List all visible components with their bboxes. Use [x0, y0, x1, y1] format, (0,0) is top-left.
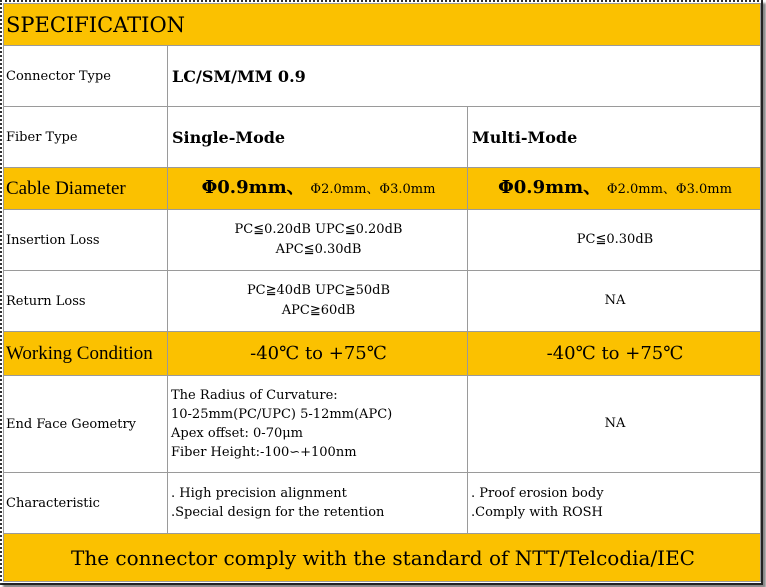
row-connector-type — [4, 46, 761, 107]
row-characteristic — [4, 473, 761, 534]
row-cable-diameter — [4, 168, 761, 210]
value-cable-diameter-single — [168, 168, 468, 210]
characteristic-line: . Proof erosion body — [471, 486, 604, 501]
value-return-loss-single — [168, 271, 468, 332]
label-working-condition: Working Condition — [4, 332, 168, 376]
value-end-face-geometry-single — [168, 376, 468, 473]
value-working-condition-single: -40℃ to +75℃ — [168, 332, 468, 376]
spec-title: SPECIFICATION — [4, 4, 761, 46]
value-cable-diameter-multi — [468, 168, 761, 210]
diameter-sub-single: Φ2.0mm、Φ3.0mm — [310, 181, 436, 197]
spec-header-row — [4, 4, 761, 46]
characteristic-line: .Special design for the retention — [171, 505, 385, 520]
row-return-loss — [4, 271, 761, 332]
value-insertion-loss-multi: PC≦0.30dB — [468, 210, 761, 271]
geometry-line: Apex offset: 0-70μm — [171, 426, 304, 441]
label-connector-type: Connector Type — [4, 46, 168, 107]
insertion-loss-line-1: PC≦0.20dB UPC≦0.20dB — [234, 222, 403, 237]
insertion-loss-line-2: APC≦0.30dB — [275, 242, 362, 257]
value-return-loss-multi: NA — [468, 271, 761, 332]
diameter-sub-multi: Φ2.0mm、Φ3.0mm — [606, 181, 732, 197]
diameter-main-single: Φ0.9mm、 — [201, 176, 305, 198]
footer-row — [4, 534, 761, 582]
value-characteristic-multi — [468, 473, 761, 534]
row-fiber-type — [4, 107, 761, 168]
value-single-mode: Single-Mode — [168, 107, 468, 168]
characteristic-line: . High precision alignment — [171, 486, 347, 501]
value-end-face-geometry-multi: NA — [468, 376, 761, 473]
label-return-loss: Return Loss — [4, 271, 168, 332]
specification-table — [3, 3, 761, 582]
value-multi-mode: Multi-Mode — [468, 107, 761, 168]
label-insertion-loss: Insertion Loss — [4, 210, 168, 271]
value-connector-type: LC/SM/MM 0.9 — [168, 46, 761, 107]
row-insertion-loss — [4, 210, 761, 271]
value-characteristic-single — [168, 473, 468, 534]
value-working-condition-multi: -40℃ to +75℃ — [468, 332, 761, 376]
label-fiber-type: Fiber Type — [4, 107, 168, 168]
label-cable-diameter: Cable Diameter — [4, 168, 168, 210]
diameter-main-multi: Φ0.9mm、 — [498, 176, 602, 198]
return-loss-line-2: APC≧60dB — [281, 303, 356, 318]
return-loss-line-1: PC≧40dB UPC≧50dB — [246, 283, 391, 298]
row-working-condition — [4, 332, 761, 376]
characteristic-line: .Comply with ROSH — [471, 505, 603, 520]
label-characteristic: Characteristic — [4, 473, 168, 534]
value-insertion-loss-single — [168, 210, 468, 271]
label-end-face-geometry: End Face Geometry — [4, 376, 168, 473]
geometry-line: Fiber Height:-100∽+100nm — [171, 445, 357, 460]
row-end-face-geometry — [4, 376, 761, 473]
geometry-line: 10-25mm(PC/UPC) 5-12mm(APC) — [171, 407, 393, 422]
footer-text: The connector comply with the standard of NTT/Telcodia/IEC — [4, 534, 761, 582]
geometry-line: The Radius of Curvature: — [171, 388, 338, 403]
